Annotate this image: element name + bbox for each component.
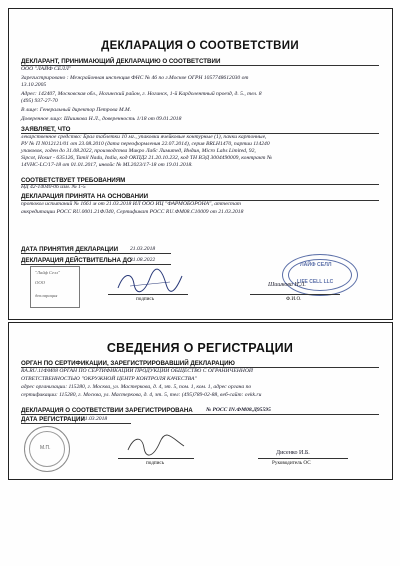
head-line (258, 458, 348, 459)
reg-number: № РОСС IN.ФМ08.Д95595 (206, 407, 271, 413)
valid-until-label: ДЕКЛАРАЦИЯ ДЕЙСТВИТЕЛЬНА ДО (21, 257, 132, 264)
registration-title: СВЕДЕНИЯ О РЕГИСТРАЦИИ (106, 341, 294, 355)
fio-line (250, 294, 340, 295)
applicant-rule (21, 65, 379, 66)
reg-date-value: 21.03.2018 (82, 416, 108, 422)
applicant-small-stamp (30, 266, 80, 308)
applicant-name: ООО "ЛАЙФ СЕЛЛ" (21, 66, 72, 72)
stamp-latin: LIFE CELL LLC (297, 279, 334, 285)
reg-date-rule (21, 423, 131, 424)
small-stamp-line-2: ООО (35, 280, 45, 285)
applicant-fio: Шишкова Н.Л. (268, 282, 306, 288)
org-line-3: адрес организации: 115280, г. Москва, ул. Мастеркова, д. 4, эт. 5, пом. 1, ком. 1, адрес органа по (21, 384, 252, 390)
small-stamp-line-3: декларация (35, 293, 58, 298)
head-caption: Руководитель ОС (272, 460, 311, 466)
basis-line-1: протокол испытаний № 1661 м от 21.03.2018 ИЛ ООО ИЦ "ФАРМОБОРОНА", аттестат (21, 201, 241, 207)
declaration-title: ДЕКЛАРАЦИЯ О СООТВЕТСТВИИ (101, 40, 299, 52)
applicant-address: Адрес: 142407, Московская обл., Ногинский район, г. Ногинск, 1-й Кардолентный проезд, д. 5., тел. 8 (21, 91, 262, 97)
signature-line (108, 294, 188, 295)
company-round-stamp (282, 254, 358, 296)
org-line-1: RA.RU.11ФМ08 ОРГАН ПО СЕРТИФИКАЦИИ ПРОДУКЦИИ ОБЩЕСТВО С ОГРАНИЧЕННОЙ (21, 368, 253, 374)
reg-label: ДЕКЛАРАЦИЯ О СООТВЕТСТВИИ ЗАРЕГИСТРИРОВАНА (21, 407, 193, 414)
declares-label: ЗАЯВЛЯЕТ, ЧТО (21, 126, 71, 133)
basis-label: ДЕКЛАРАЦИЯ ПРИНЯТА НА ОСНОВАНИИ (21, 193, 149, 200)
basis-line-2: аккредитации РОСС RU.0001.21ФЛ40, Сертификат РОСС RU.ФМ08.С10009 от 21.03.2018 (21, 209, 244, 215)
reg-signature-line (118, 458, 194, 459)
conforms-value: НД 42-14040-06 изм. № 1-5 (21, 184, 86, 190)
date-accept-value: 21.03.2018 (130, 246, 156, 252)
declares-line-4: Sipcot, Hosur - 635126, Tamil Nadu, India, код ОКПД2 21.20.10.232, код ТН ВЭД 3004490009, контракт № (21, 155, 273, 161)
fio-caption: Ф.И.О. (286, 296, 302, 302)
applicant-phone: (495) 937-27-70 (21, 98, 58, 104)
declares-line-1: лекарственное средство: Брал таблетки 10 мг., упаковки ячейковые контурные (1), пачки картонные, (21, 134, 267, 140)
applicant-signature (110, 266, 190, 296)
mp-round-stamp (24, 426, 70, 472)
valid-until-rule (21, 264, 171, 265)
valid-until-value: 31.08.2022 (130, 257, 156, 263)
small-stamp-line-1: "Лайф Селл" (35, 270, 60, 275)
reg-date-label: ДАТА РЕГИСТРАЦИИ (21, 416, 85, 423)
registration-signature (122, 432, 192, 458)
applicant-registration: Зарегистрировано : Межрайонная инспекция ФНС № 46 по г.Москве ОГРН 1057748612030 от (21, 75, 249, 81)
stamp-text: ЛАЙФ СЕЛЛ (300, 262, 332, 268)
reg-signature-caption: подпись (146, 460, 165, 466)
applicant-registration-date: 13.10.2005 (21, 82, 47, 88)
applicant-director: В лице: Генеральный директор Петрова М.М. (21, 107, 132, 113)
applicant-trustee: Доверенное лицо: Шишкова Н.Л., доверенность 1/18 от 09.01.2018 (21, 116, 182, 122)
mp-stamp-text: М.П. (40, 445, 51, 451)
org-label: ОРГАН ПО СЕРТИФИКАЦИИ, ЗАРЕГИСТРИРОВАВШИЙ ДЕКЛАРАЦИЮ (21, 360, 235, 367)
reg-rule (21, 414, 379, 415)
conforms-label: СООТВЕТСТВУЕТ ТРЕБОВАНИЯМ (21, 177, 126, 184)
date-accept-rule (21, 253, 171, 254)
org-line-2: ОТВЕТСТВЕННОСТЬЮ "ОКРУЖНОЙ ЦЕНТР КОНТРОЛЯ КАЧЕСТВА" (21, 376, 197, 382)
applicant-label: ДЕКЛАРАНТ, ПРИНИМАЮЩИЙ ДЕКЛАРАЦИЮ О СООТВЕТСТВИИ (21, 58, 221, 65)
signature-caption: подпись (136, 296, 155, 302)
date-accept-label: ДАТА ПРИНЯТИЯ ДЕКЛАРАЦИИ (21, 246, 119, 253)
org-line-4: сертификации: 115280, г. Москва, ул. Мастеркова, д. 4, эт. 5, тел: (495)789-02-88, веб-сайт: ovkk.ru (21, 392, 262, 398)
head-name: Дисенко И.Б. (276, 450, 310, 456)
declares-line-5: 14VHC-LC/17-18 от 01.01.2017, инвойс № MI.2023/17-18 от 19.01.2018. (21, 162, 193, 168)
declares-line-3: упаковок, годен до 31.08.2022, производства Микро Лабс Лимитед, Индия, Micro Labs Limited, 92, (21, 148, 256, 154)
declares-line-2: РУ № П N012121/01 от 23.08.2010 (дата переоформления 22.07.2014), серия BRLH1470, партии 114240 (21, 141, 270, 147)
